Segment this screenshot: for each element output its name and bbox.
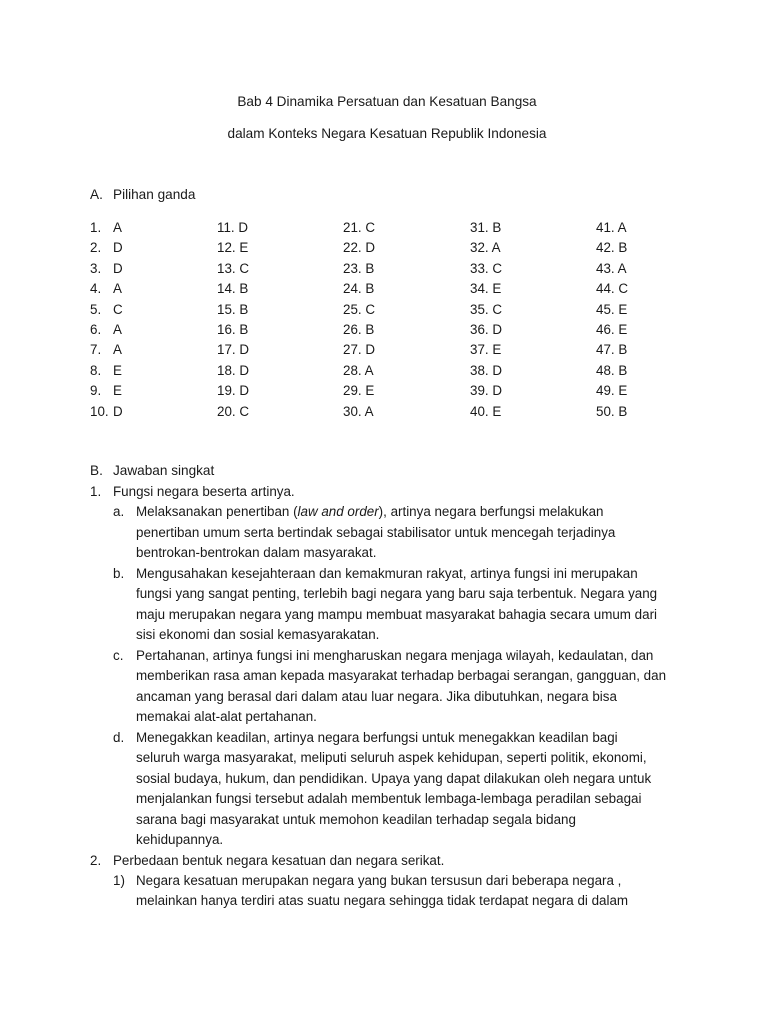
answer-item: 49. E <box>596 383 628 399</box>
sub-item-1-marker: 1) <box>113 873 125 888</box>
paragraph-line: ancaman yang berasal dari dalam atau luar negara. Jika dibutuhkan, negara bisa <box>136 689 617 704</box>
question-1-number: 1. <box>90 484 102 499</box>
answer-item: 44. C <box>596 281 629 297</box>
answer-item: 50. B <box>596 403 628 419</box>
paragraph-line: maju merupakan negara yang mampu membuat masyarakat bahagia secara umum dari <box>136 607 658 622</box>
answer-item: 46. E <box>596 321 628 337</box>
answer-item: 4. A <box>90 281 122 297</box>
answer-item: 45. E <box>596 301 628 317</box>
answer-item: 39. D <box>470 383 503 399</box>
paragraph-line: seluruh warga masyarakat, meliputi seluruh aspek kehidupan, seperti politik, ekonomi, <box>136 750 647 765</box>
answer-item: 5. C <box>90 301 123 317</box>
answer-item: 35. C <box>470 301 503 317</box>
answer-item: 30. A <box>343 403 374 419</box>
paragraph-line: Menegakkan keadilan, artinya negara berfungsi untuk menegakkan keadilan bagi <box>136 730 618 745</box>
answer-item: 9. E <box>90 383 122 399</box>
section-b-heading <box>90 463 214 478</box>
answer-item: 10. D <box>90 403 123 419</box>
emphasis-text: law and order <box>297 504 379 519</box>
question-2-number: 2. <box>90 853 102 868</box>
paragraph-line: sosial budaya, hukum, dan pendidikan. Upaya yang dapat dilakukan oleh negara untuk <box>136 771 652 786</box>
paragraph-line: Mengusahakan kesejahteraan dan kemakmuran rakyat, artinya fungsi ini merupakan <box>136 566 638 581</box>
section-a-label: Pilihan ganda <box>113 187 196 202</box>
sub-item-a-marker: a. <box>113 504 125 519</box>
paragraph-line: Melaksanakan penertiban (law and order), artinya negara berfungsi melakukan <box>136 504 604 519</box>
answer-item: 40. E <box>470 403 502 419</box>
answer-item: 31. B <box>470 220 502 235</box>
answer-item: 24. B <box>343 281 375 297</box>
answer-item: 29. E <box>343 383 375 399</box>
section-b-letter: B. <box>90 463 103 478</box>
section-a-letter: A. <box>90 187 103 202</box>
answer-item: 34. E <box>470 281 502 297</box>
answer-item: 21. C <box>343 220 376 235</box>
answer-item: 19. D <box>217 383 250 399</box>
paragraph-line: penertiban umum serta bertindak sebagai stabilisator untuk mencegah terjadinya <box>136 525 616 540</box>
answer-item: 1. A <box>90 220 122 235</box>
question-2-text: Perbedaan bentuk negara kesatuan dan negara serikat. <box>113 853 445 868</box>
sub-item-b-marker: b. <box>113 566 125 581</box>
answer-item: 15. B <box>217 301 249 317</box>
answer-item: 37. E <box>470 342 502 358</box>
paragraph-line: sarana bagi masyarakat untuk memohon keadilan terhadap segala bidang <box>136 812 576 827</box>
paragraph-line: sisi ekonomi dan sosial kemasyarakatan. <box>136 627 380 642</box>
answer-item: 27. D <box>343 342 376 358</box>
answer-item: 16. B <box>217 321 249 337</box>
paragraph-line: fungsi yang sangat penting, terlebih bagi negara yang baru saja terbentuk. Negara yang <box>136 586 658 601</box>
paragraph-line: memberikan rasa aman kepada masyarakat terhadap berbagai serangan, gangguan, dan <box>136 668 667 683</box>
answer-column-2 <box>217 218 249 422</box>
section-b-label: Jawaban singkat <box>113 463 215 478</box>
answer-item: 14. B <box>217 281 249 297</box>
answer-item: 48. B <box>596 362 628 378</box>
answer-item: 47. B <box>596 342 628 358</box>
answer-item: 18. D <box>217 362 250 378</box>
sub-item-d-marker: d. <box>113 730 125 745</box>
paragraph-line: bentrokan-bentrokan dalam masyarakat. <box>136 545 377 560</box>
answer-item: 13. C <box>217 260 250 276</box>
answer-item: 22. D <box>343 240 376 256</box>
answer-item: 42. B <box>596 240 628 256</box>
answer-item: 6. A <box>90 321 122 337</box>
section-a-heading <box>90 187 195 202</box>
paragraph-line: kehidupannya. <box>136 832 224 847</box>
paragraph-line: Negara kesatuan merupakan negara yang bukan tersusun dari beberapa negara , <box>136 873 622 888</box>
answer-item: 32. A <box>470 240 501 256</box>
document-title-line1: Bab 4 Dinamika Persatuan dan Kesatuan Bangsa <box>237 94 537 109</box>
answer-item: 8. E <box>90 362 122 378</box>
answer-item: 41. A <box>596 220 627 235</box>
answer-item: 38. D <box>470 362 503 378</box>
answer-column-4 <box>470 218 502 422</box>
answer-item: 17. D <box>217 342 250 358</box>
answer-item: 20. C <box>217 403 250 419</box>
answer-item: 36. D <box>470 321 503 337</box>
answer-column-3 <box>343 218 375 422</box>
answer-item: 11. D <box>217 220 249 235</box>
answer-item: 43. A <box>596 260 627 276</box>
answer-item: 23. B <box>343 260 375 276</box>
document-title-line2: dalam Konteks Negara Kesatuan Republik Indonesia <box>227 126 547 141</box>
answer-item: 33. C <box>470 260 503 276</box>
paragraph-line: melainkan hanya terdiri atas suatu negara sehingga tidak terdapat negara di dalam <box>136 893 629 908</box>
answer-item: 3. D <box>90 260 123 276</box>
sub-item-c-marker: c. <box>113 648 124 663</box>
answer-item: 2. D <box>90 240 123 256</box>
answer-item: 7. A <box>90 342 122 358</box>
question-1-text: Fungsi negara beserta artinya. <box>113 484 295 499</box>
answer-item: 28. A <box>343 362 374 378</box>
answer-item: 25. C <box>343 301 376 317</box>
answer-item: 12. E <box>217 240 249 256</box>
answer-column-1 <box>90 218 123 422</box>
paragraph-line: Pertahanan, artinya fungsi ini mengharuskan negara menjaga wilayah, kedaulatan, dan <box>136 648 654 663</box>
answer-item: 26. B <box>343 321 375 337</box>
answer-column-5 <box>596 218 628 422</box>
paragraph-line: memakai alat-alat pertahanan. <box>136 709 317 724</box>
paragraph-line: menjalankan fungsi tersebut adalah membentuk lembaga-lembaga peradilan sebagai <box>136 791 642 806</box>
